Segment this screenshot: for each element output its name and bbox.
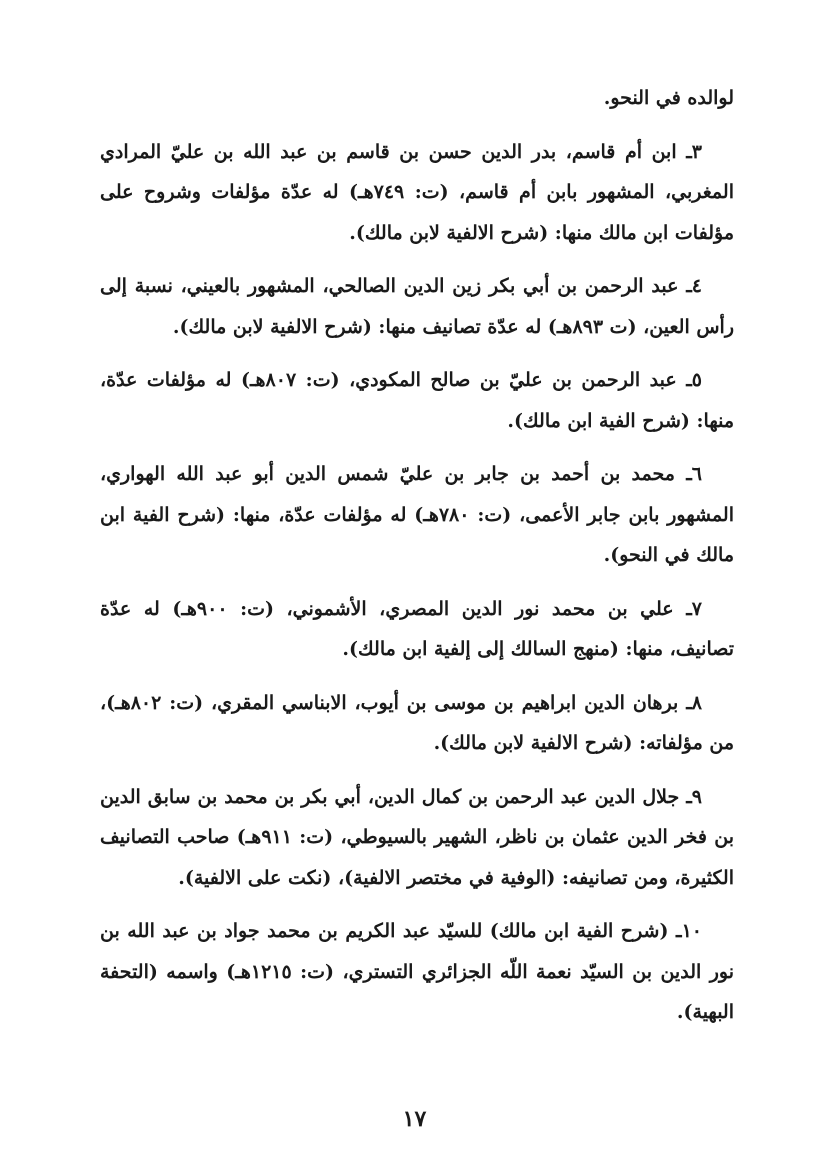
entry-8: ٨ـ برهان الدين ابراهيم بن موسى بن أيوب، الابناسي المقري، (ت: ٨٠٢هـ)، من مؤلفاته: (شرح الالفية لابن مالك). [100,691,734,754]
entry-9: ٩ـ جلال الدين عبد الرحمن بن كمال الدين، أبي بكر بن محمد بن سابق الدين بن فخر الدين عثمان بن ناظر، الشهير بالسيوطي، (ت: ٩١١هـ) صاحب التصانيف الكثيرة، ومن تصانيفه: (الوفية في مختصر الالفية)، (نكت على الالفية). [100,785,735,889]
entry-4: ٤ـ عبد الرحمن بن أبي بكر زين الدين الصالحي، المشهور بالعيني، نسبة إلى رأس العين، (ت ٨٩٣هـ) له عدّة تصانيف منها: (شرح الالفية لابن مالك). [100,275,734,338]
entry-5: ٥ـ عبد الرحمن بن عليّ بن صالح المكودي، (ت: ٨٠٧هـ) له مؤلفات عدّة، منها: (شرح الفية ابن مالك). [100,369,734,432]
document-body [100,78,734,1033]
entry-3: ٣ـ ابن أم قاسم، بدر الدين حسن بن قاسم بن عبد الله بن عليّ المرادي المغربي، المشهور بابن أم قاسم، (ت: ٧٤٩هـ) له عدّة مؤلفات وشروح على مؤلفات ابن مالك منها: (شرح الالفية لابن مالك). [100,140,734,244]
entry-7: ٧ـ علي بن محمد نور الدين المصري، الأشموني، (ت: ٩٠٠هـ) له عدّة تصانيف، منها: (منهج السالك إلى إلفية ابن مالك). [100,597,734,660]
entry-6: ٦ـ محمد بن أحمد بن جابر بن عليّ شمس الدين أبو عبد الله الهواري، المشهور بابن جابر الأعمى، (ت: ٧٨٠هـ) له مؤلفات عدّة، منها: (شرح الفية ابن مالك في النحو). [100,463,734,566]
page-number: ١٧ [402,1106,427,1132]
intro-line: لوالده في النحو. [603,87,734,109]
entry-10: ١٠ـ (شرح الفية ابن مالك) للسيّد عبد الكريم بن محمد جواد بن عبد الله بن نور الدين بن السيّد نعمة اللّه الجزائري التستري، (ت: ١٢١٥هـ) واسمه (التحفة البهية). [100,920,734,1023]
